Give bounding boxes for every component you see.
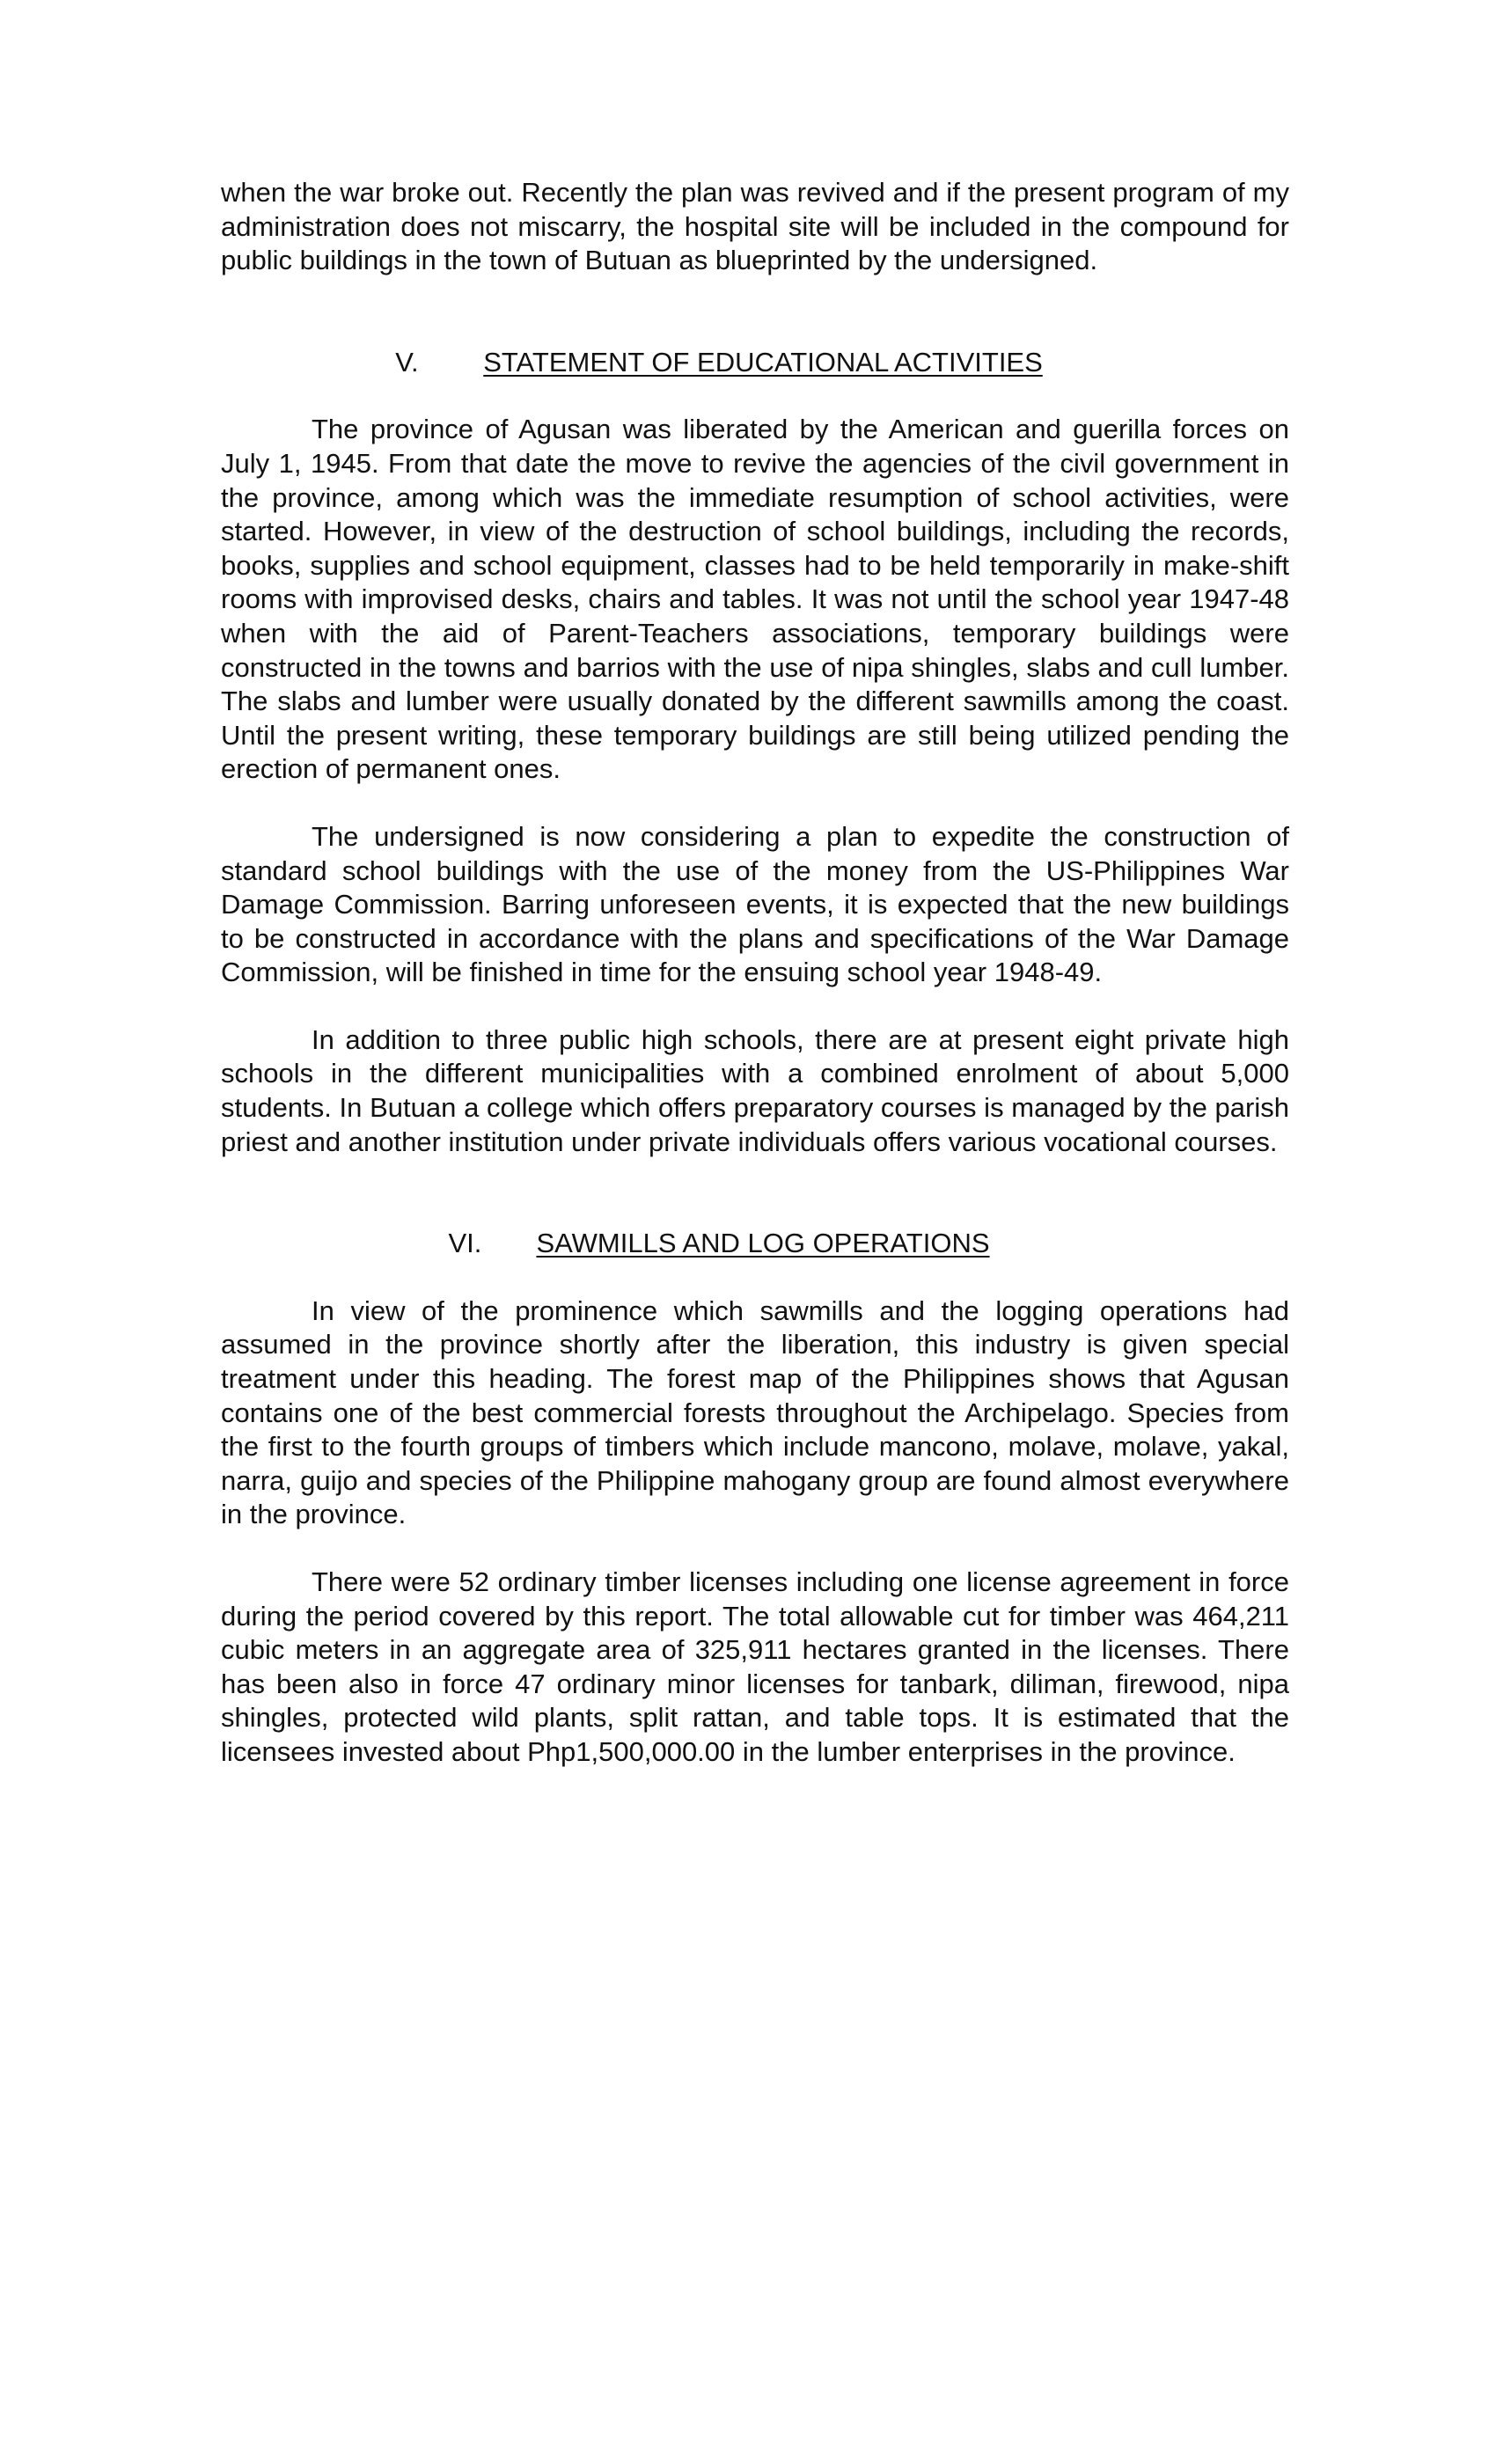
section-vi-paragraph-1: In view of the prominence which sawmills and the logging operations had assumed in the province shortly after the liberation, this industry is given special treatment under this heading. The forest map of the Philippines shows that Agusan contains one of the best commercial forests throughout the Archipelago. Species from the first to the fourth groups of timbers which include mancono, molave, molave, yakal, narra, guijo and species of the Philippine mahogany group are found almost everywhere in the province. [221, 1294, 1289, 1530]
section-vi-number: VI. [448, 1228, 482, 1259]
spacer [221, 1159, 1289, 1227]
heading-underline-tail [990, 1227, 1062, 1261]
section-v-title: STATEMENT OF EDUCATIONAL ACTIVITIES [483, 346, 1043, 378]
spacer [221, 1532, 1289, 1566]
document-body [221, 176, 1289, 1770]
section-v-heading [221, 346, 1289, 380]
spacer [221, 787, 1289, 820]
spacer [221, 379, 1289, 413]
section-vi-paragraph-2: There were 52 ordinary timber licenses including one license agreement in force during the period covered by this report. The total allowable cut for timber was 464,211 cubic meters in an aggregate area of 325,911 hectares granted in the licenses. There has been also in force 47 ordinary minor licenses for tanbark, diliman, firewood, nipa shingles, protected wild plants, split rattan, and table tops. It is estimated that the licensees invested about Php1,500,000.00 in the lumber enterprises in the province. [221, 1566, 1289, 1767]
section-v-paragraph-3: In addition to three public high schools, there are at present eight private high schools in the different municipalities with a combined enrolment of about 5,000 students. In Butuan a college which offers preparatory courses is managed by the parish priest and another institution under private individuals offers various vocational courses. [221, 1023, 1289, 1157]
paragraph-intro: when the war broke out. Recently the plan was revived and if the present program of my administration does not miscarry, the hospital site will be included in the compound for public buildings in the town of Butuan as blueprinted by the undersigned. [221, 177, 1289, 276]
section-v-number: V. [395, 346, 419, 378]
heading-underline-tail [1043, 346, 1115, 380]
section-v-paragraph-1: The province of Agusan was liberated by the American and guerilla forces on July 1, 1945. From that date the move to revive the agencies of the civil government in the province, among which was the immediate resumption of school activities, were started. However, in view of the destruction of school buildings, including the records, books, supplies and school equipment, classes had to be held temporarily in make-shift rooms with improvised desks, chairs and tables. It was not until the school year 1947-48 when with the aid of Parent-Teachers associations, temporary buildings were constructed in the towns and barrios with the use of nipa shingles, slabs and cull lumber. The slabs and lumber were usually donated by the different sawmills among the coast. Until the present writing, these temporary buildings are still being utilized pending the erection of permanent ones. [221, 414, 1289, 785]
section-v-paragraph-2: The undersigned is now considering a plan to expedite the construction of standard school buildings with the use of the money from the US-Philippines War Damage Commission. Barring unforeseen events, it is expected that the new buildings to be constructed in accordance with the plans and specifications of the War Damage Commission, will be finished in time for the ensuing school year 1948-49. [221, 820, 1289, 988]
spacer [221, 278, 1289, 346]
spacer [221, 990, 1289, 1023]
section-vi-heading [221, 1227, 1289, 1261]
spacer [221, 1261, 1289, 1294]
section-vi-title: SAWMILLS AND LOG OPERATIONS [536, 1228, 990, 1259]
